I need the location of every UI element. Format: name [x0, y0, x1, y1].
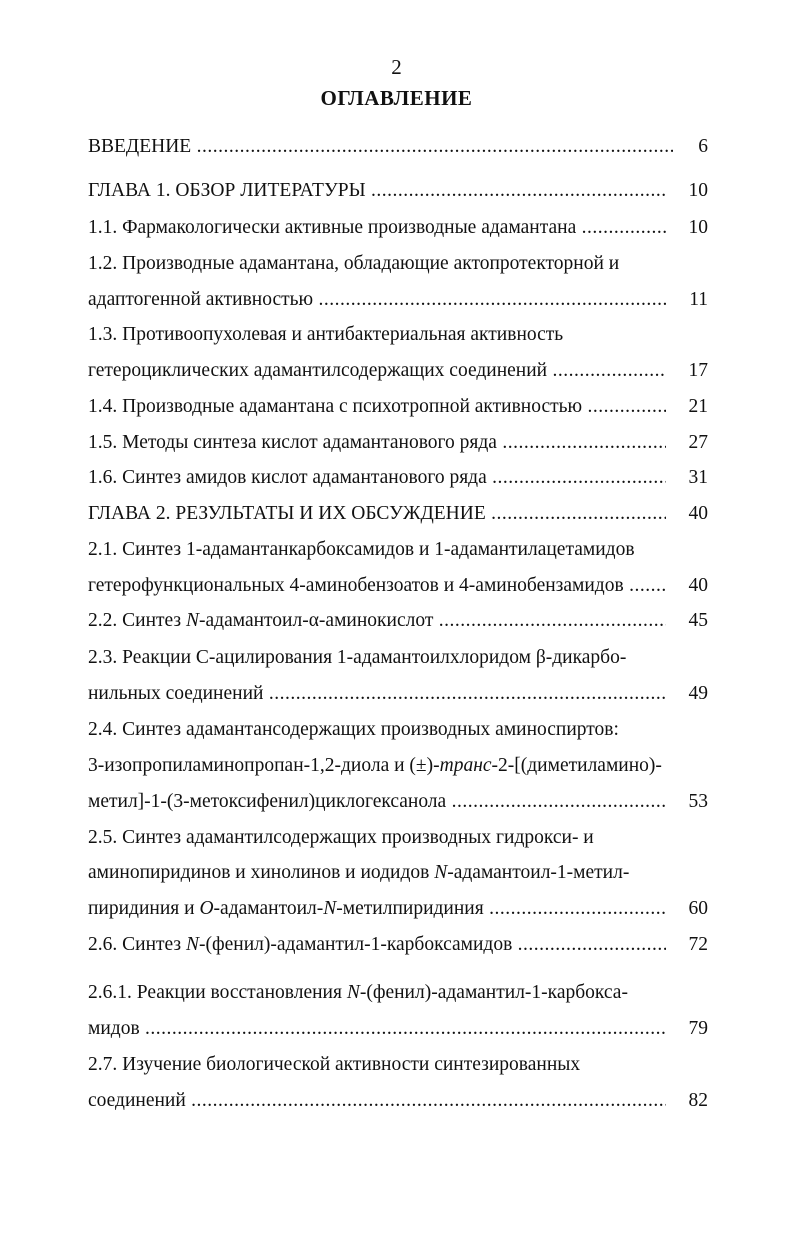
toc-entry-intro — [88, 134, 708, 160]
toc-entry-text-italic: N — [434, 862, 448, 883]
toc-entry-text-italic: O — [199, 898, 214, 919]
toc-entry-page: 31 — [688, 467, 708, 488]
toc-entry-page: 6 — [698, 136, 708, 157]
page-title: ОГЛАВЛЕНИЕ — [320, 86, 473, 110]
toc-entry-1-5 — [88, 430, 708, 456]
toc-entry-1-2-line1 — [88, 251, 708, 277]
toc-entry-text: 1.2. Производные адамантана, обладающие актопротекторной и — [88, 253, 620, 274]
toc-entry-2-4-line2 — [88, 753, 708, 779]
toc-entry-page: 82 — [688, 1090, 708, 1111]
toc-entry-text: гетерофункциональных 4-аминобензоатов и 4-аминобензамидов — [88, 575, 624, 596]
toc-entry-page: 10 — [688, 217, 708, 238]
toc-entry-text-part: аминопиридинов и хинолинов и иодидов — [88, 862, 435, 883]
toc-entry-text-part: -(фенил)-адамантил-1-карбоксамидов — [199, 934, 513, 955]
toc-entry-page: 21 — [688, 396, 708, 417]
toc-entry-text-part: пиридиния и — [88, 898, 200, 919]
toc-entry-text: 1.3. Противоопухолевая и антибактериальная активность — [88, 324, 564, 345]
toc-entry-chapter-2 — [88, 501, 708, 527]
toc-entry-text: 1.4. Производные адамантана с психотропной активностью — [88, 396, 583, 417]
toc-entry-text: ГЛАВА 1. ОБЗОР ЛИТЕРАТУРЫ — [88, 180, 366, 201]
toc-entry-2-6-1 — [88, 1016, 708, 1042]
toc-entry-2-1 — [88, 573, 708, 599]
toc-entry-1-3 — [88, 358, 708, 384]
page-number: 2 — [391, 55, 402, 79]
toc-entry-2-6 — [88, 932, 708, 958]
toc-entry-page: 11 — [689, 289, 708, 310]
toc-entry-2-3 — [88, 681, 708, 707]
toc-entry-text-part: -(фенил)-адамантил-1-карбокса- — [359, 982, 628, 1003]
toc-entry-2-3-line1 — [88, 645, 708, 671]
toc-entry-text: 2.7. Изучение биологической активности синтезированных — [88, 1054, 581, 1075]
toc-entry-text: 1.5. Методы синтеза кислот адамантанового ряда — [88, 432, 497, 453]
toc-entry-1-6 — [88, 465, 708, 491]
toc-entry-2-7 — [88, 1088, 708, 1114]
toc-entry-text: нильных соединений — [88, 683, 264, 704]
toc-entry-text: 1.6. Синтез амидов кислот адамантанового ряда — [88, 467, 487, 488]
toc-entry-text: соединений — [88, 1090, 186, 1111]
toc-entry-2-4-line1 — [88, 717, 708, 743]
toc-entry-text-part: -адамантоил-α-аминокислот — [199, 610, 434, 631]
toc-entry-2-1-line1 — [88, 537, 708, 563]
toc-entry-text-part: 2.6. Синтез — [88, 934, 186, 955]
toc-entry-page: 10 — [688, 180, 708, 201]
toc-entry-text: гетероциклических адамантилсодержащих соединений — [88, 360, 548, 381]
toc-entry-page: 72 — [688, 934, 708, 955]
toc-entry-text-part: -адамантоил-1-метил- — [447, 862, 630, 883]
toc-entry-text-part: 2.6.1. Реакции восстановления — [88, 982, 347, 1003]
toc-entry-text: адаптогенной активностью — [88, 289, 314, 310]
toc-entry-page: 17 — [688, 360, 708, 381]
toc-entry-text-italic: транс — [439, 755, 492, 776]
toc-entry-1-4 — [88, 394, 708, 420]
toc-entry-2-5 — [88, 896, 708, 922]
toc-entry-text-italic: N — [186, 610, 200, 631]
toc-entry-text-part: -2-[(диметиламино)- — [491, 755, 662, 776]
toc-entry-text-italic: N — [323, 898, 337, 919]
toc-entry-text: ГЛАВА 2. РЕЗУЛЬТАТЫ И ИХ ОБСУЖДЕНИЕ — [88, 503, 486, 524]
toc-entry-page: 27 — [688, 432, 708, 453]
toc-entry-text: 2.1. Синтез 1-адамантанкарбоксамидов и 1-адамантилацетамидов — [88, 539, 635, 560]
toc-entry-text-part: 2.2. Синтез — [88, 610, 186, 631]
toc-entry-page: 40 — [688, 575, 708, 596]
toc-entry-text: метил]-1-(3-метоксифенил)циклогексанола — [88, 791, 447, 812]
toc-entry-text: 2.3. Реакции С-ацилирования 1-адамантоилхлоридом β-дикарбо- — [88, 647, 627, 668]
toc-entry-text: мидов — [88, 1018, 140, 1039]
toc-entry-1-1 — [88, 215, 708, 241]
toc-entry-text-italic: N — [186, 934, 200, 955]
toc-entry-text: 2.4. Синтез адамантансодержащих производных аминоспиртов: — [88, 719, 619, 740]
toc-entry-page: 53 — [688, 791, 708, 812]
toc-entry-page: 40 — [688, 503, 708, 524]
toc-entry-2-7-line1 — [88, 1052, 708, 1078]
toc-entry-chapter-1 — [88, 178, 708, 204]
toc-entry-text: 1.1. Фармакологически активные производные адамантана — [88, 217, 577, 238]
toc-entry-text: 2.5. Синтез адамантилсодержащих производных гидрокси- и — [88, 827, 594, 848]
toc-entry-text-italic: N — [346, 982, 360, 1003]
toc-entry-1-2 — [88, 287, 708, 313]
toc-entry-page: 49 — [688, 683, 708, 704]
toc-entry-text-part: -метилпиридиния — [336, 898, 484, 919]
toc-entry-2-5-line1 — [88, 825, 708, 851]
toc-entry-2-5-line2 — [88, 860, 708, 886]
toc-entry-text-part: 3-изопропиламинопропан-1,2-диола и (±)- — [88, 755, 440, 776]
toc-entry-1-3-line1 — [88, 322, 708, 348]
toc-entry-2-4 — [88, 789, 708, 815]
toc-entry-2-6-1-line1 — [88, 980, 708, 1006]
toc-entry-page: 60 — [688, 898, 708, 919]
toc-entry-2-2 — [88, 608, 708, 634]
toc-entry-text: ВВЕДЕНИЕ — [88, 136, 192, 157]
toc-entry-page: 45 — [688, 610, 708, 631]
toc-entry-text-part: -адамантоил- — [213, 898, 324, 919]
toc-entry-page: 79 — [688, 1018, 708, 1039]
